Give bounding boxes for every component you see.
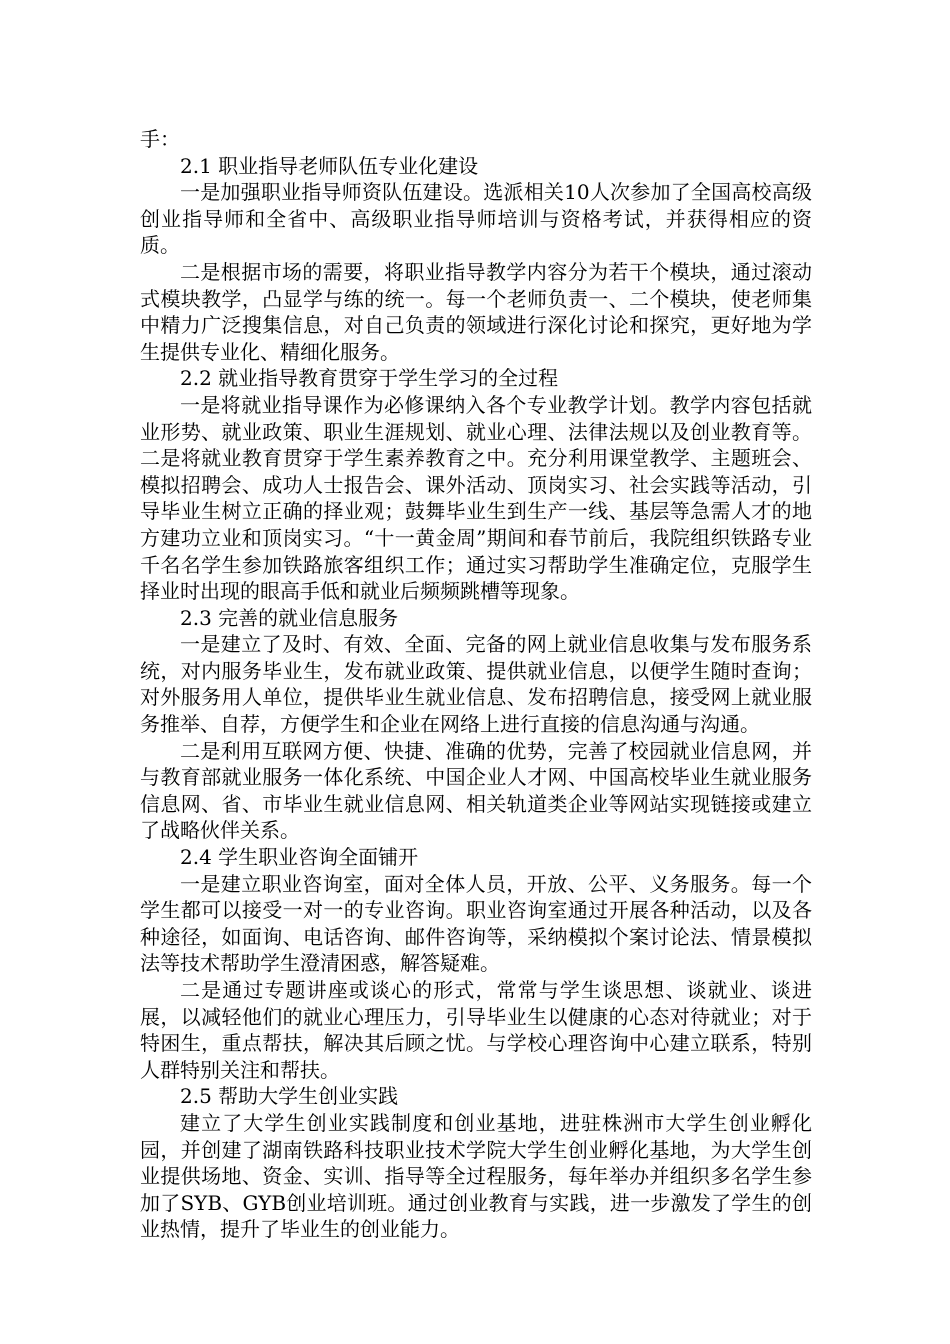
paragraph: 一是建立职业咨询室，面对全体人员，开放、公平、义务服务。每一个学生都可以接受一对一的专业咨询。职业咨询室通过开展各种活动，以及各种途径，如面询、电话咨询、邮件咨询等，采纳模拟个案讨论法、情景模拟法等技术帮助学生澄清困惑，解答疑难。 (140, 871, 812, 976)
paragraph: 一是建立了及时、有效、全面、完备的网上就业信息收集与发布服务系统，对内服务毕业生，发布就业政策、提供就业信息，以便学生随时查询；对外服务用人单位，提供毕业生就业信息、发布招聘信息，接受网上就业服务推举、自荐，方便学生和企业在网络上进行直接的信息沟通与沟通。 (140, 632, 812, 737)
section-heading-2-2: 2.2 就业指导教育贯穿于学生学习的全过程 (180, 366, 559, 391)
paragraph: 一是将就业指导课作为必修课纳入各个专业教学计划。教学内容包括就业形势、就业政策、职业生涯规划、就业心理、法律法规以及创业教育等。二是将就业教育贯穿于学生素养教育之中。充分利用课堂教学、主题班会、模拟招聘会、成功人士报告会、课外活动、顶岗实习、社会实践等活动，引导毕业生树立正确的择业观；鼓舞毕业生到生产一线、基层等急需人才的地方建功立业和顶岗实习。“十一黄金周”期间和春节前后，我院组织铁路专业千名名学生参加铁路旅客组织工作；通过实习帮助学生准确定位，克服学生择业时出现的眼高手低和就业后频频跳槽等现象。 (140, 392, 812, 604)
section-heading-2-3: 2.3 完善的就业信息服务 (180, 605, 399, 630)
paragraph: 一是加强职业指导师资队伍建设。选派相关10人次参加了全国高校高级创业指导师和全省中、高级职业指导师培训与资格考试，并获得相应的资质。 (140, 180, 812, 258)
document-body (140, 126, 812, 1243)
paragraph: 二是通过专题讲座或谈心的形式，常常与学生谈思想、谈就业、谈进展，以减轻他们的就业心理压力，引导毕业生以健康的心态对待就业；对于特困生，重点帮扶，解决其后顾之忧。与学校心理咨询中心建立联系，特别人群特别关注和帮扶。 (140, 978, 812, 1082)
section-heading-2-1: 2.1 职业指导老师队伍专业化建设 (180, 153, 479, 178)
section-heading-2-4: 2.4 学生职业咨询全面铺开 (180, 845, 419, 870)
section-heading-2-5: 2.5 帮助大学生创业实践 (180, 1084, 399, 1109)
lead-fragment: 手： (140, 127, 180, 151)
paragraph: 二是根据市场的需要，将职业指导教学内容分为若干个模块，通过滚动式模块教学，凸显学与练的统一。每一个老师负责一、二个模块，使老师集中精力广泛搜集信息，对自己负责的领域进行深化讨论和探究，更好地为学生提供专业化、精细化服务。 (140, 259, 812, 364)
paragraph: 建立了大学生创业实践制度和创业基地，进驻株洲市大学生创业孵化园，并创建了湖南铁路科技职业技术学院大学生创业孵化基地，为大学生创业提供场地、资金、实训、指导等全过程服务，每年举办并组织多名学生参加了SYB、GYB创业培训班。通过创业教育与实践，进一步激发了学生的创业热情，提升了毕业生的创业能力。 (140, 1110, 812, 1242)
paragraph: 二是利用互联网方便、快捷、准确的优势，完善了校园就业信息网，并与教育部就业服务一体化系统、中国企业人才网、中国高校毕业生就业服务信息网、省、市毕业生就业信息网、相关轨道类企业等网站实现链接或建立了战略伙伴关系。 (140, 738, 812, 843)
